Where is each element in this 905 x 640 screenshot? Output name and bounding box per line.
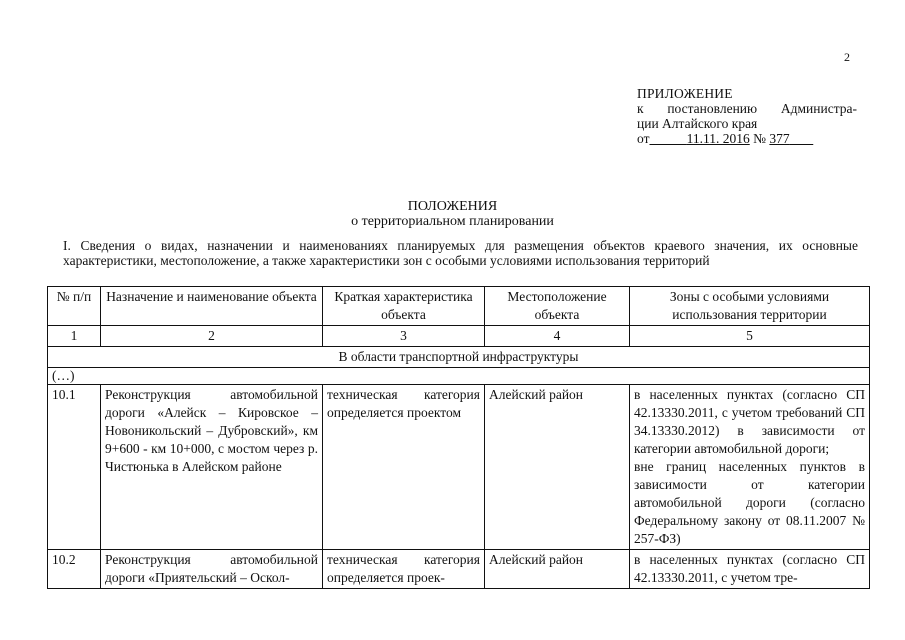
page-number: 2 (844, 50, 850, 64)
header-number: № п/п (48, 287, 101, 326)
column-number: 5 (630, 326, 870, 347)
resolution-number-value: 377 (769, 131, 790, 146)
appendix-title: ПРИЛОЖЕНИЕ (637, 86, 733, 101)
object-zones (630, 385, 870, 550)
header-location: Местоположение объекта (485, 287, 630, 326)
document-title: ПОЛОЖЕНИЯ (407, 199, 498, 214)
appendix-date-row (637, 131, 857, 146)
zones-in-settlements: в населенных пунктах (согласно СП 42.13330.2011, с учетом тре- (634, 552, 865, 585)
appendix-block (637, 86, 857, 146)
table-row (48, 385, 870, 550)
object-location: Алейский район (485, 550, 630, 589)
object-location: Алейский район (485, 385, 630, 550)
resolution-number (769, 131, 813, 146)
table-row (48, 550, 870, 589)
number-sign: № (753, 131, 766, 146)
object-name: Реконструкция автомобильной дороги «Алейск – Кировское – Новоникольский – Дубровский», км 9+600 - км 10+000, с мостом через р. Чистюнька в Алейском районе (101, 385, 323, 550)
column-number: 3 (323, 326, 485, 347)
appendix-line-2: ции Алтайского края (637, 116, 758, 131)
document-heading (0, 199, 905, 229)
object-characteristic: техническая категория определяется проек- (323, 550, 485, 589)
resolution-date (649, 131, 749, 146)
row-number: 10.2 (48, 550, 101, 589)
header-zones: Зоны с особыми условиями использования территории (630, 287, 870, 326)
resolution-date-value: 11.11. 2016 (686, 131, 750, 146)
column-number: 2 (101, 326, 323, 347)
appendix-line-1: к постановлению Администра- (637, 101, 857, 116)
group-row (48, 347, 870, 368)
object-characteristic: техническая категория определяется проектом (323, 385, 485, 550)
object-zones (630, 550, 870, 589)
object-name: Реконструкция автомобильной дороги «Приятельский – Оскол- (101, 550, 323, 589)
zones-in-settlements: в населенных пунктах (согласно СП 42.13330.2011, с учетом требований СП 34.13330.2012) в зависимости от категории автомобильной дороги; (634, 387, 865, 456)
ellipsis-marker: (…) (48, 368, 870, 385)
column-number: 1 (48, 326, 101, 347)
table-header-row (48, 287, 870, 326)
date-prefix: от (637, 131, 650, 146)
section-title: I. Сведения о видах, назначении и наименованиях планируемых для размещения объектов краевого значения, их основные характеристики, местоположение, а также характеристики зон с особыми условиями использования территорий (63, 238, 858, 268)
header-characteristic: Краткая характеристика объекта (323, 287, 485, 326)
ellipsis-row (48, 368, 870, 385)
row-number: 10.1 (48, 385, 101, 550)
document-subtitle: о территориальном планировании (351, 214, 554, 229)
zones-outside-settlements: вне границ населенных пунктов в зависимости от категории автомобильной дороги (согласно Федеральному закону от 08.11.2007 № 257-ФЗ) (634, 459, 865, 546)
objects-table (47, 286, 870, 589)
header-name: Назначение и наименование объекта (101, 287, 323, 326)
group-title: В области транспортной инфраструктуры (48, 347, 870, 368)
column-number: 4 (485, 326, 630, 347)
column-number-row (48, 326, 870, 347)
